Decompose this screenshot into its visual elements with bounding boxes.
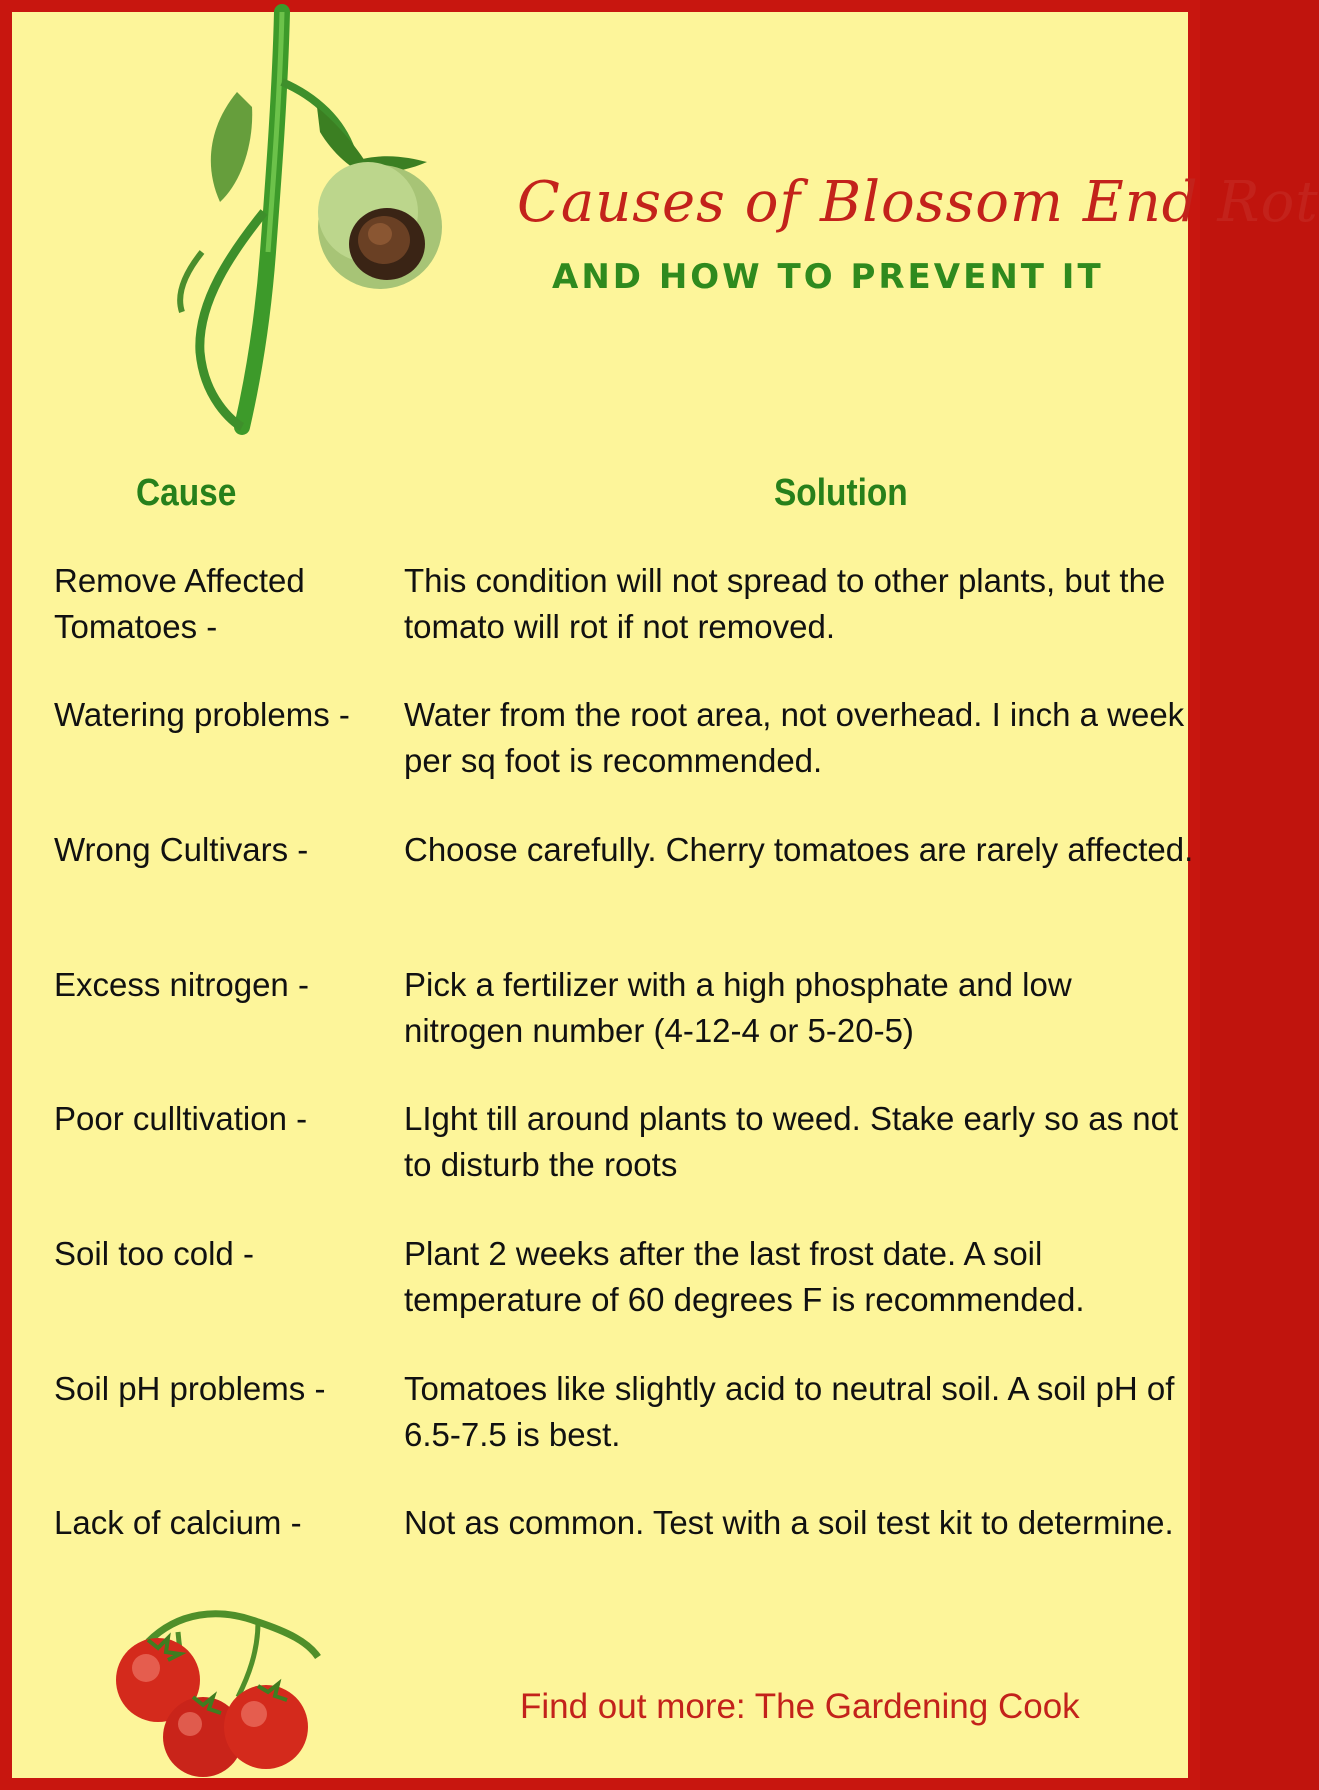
find-out-more-link[interactable]: Find out more: The Gardening Cook	[520, 1687, 1080, 1726]
cause-cell: Soil pH problems -	[54, 1370, 326, 1407]
solution-cell: Not as common. Test with a soil test kit to determine.	[404, 1504, 1174, 1541]
cause-cell: Excess nitrogen -	[54, 966, 309, 1003]
poster-subtitle: AND HOW TO PREVENT IT	[552, 257, 1104, 297]
solution-cell: Plant 2 weeks after the last frost date. A soil temperature of 60 degrees F is recommended.	[404, 1235, 1085, 1318]
cause-cell: Poor culltivation -	[54, 1100, 308, 1137]
solution-cell: LIght till around plants to weed. Stake early so as not to disturb the roots	[404, 1100, 1179, 1183]
tomato-plant-illustration	[142, 12, 472, 432]
solution-cell: Tomatoes like slightly acid to neutral soil. A soil pH of 6.5-7.5 is best.	[404, 1370, 1175, 1453]
solution-cell: Water from the root area, not overhead. I inch a week per sq foot is recommended.	[404, 696, 1185, 779]
cause-column-heading: Cause	[136, 472, 237, 514]
solution-column-heading: Solution	[774, 472, 908, 514]
cause-cell: Soil too cold -	[54, 1235, 254, 1272]
cause-cell: Lack of calcium -	[54, 1504, 302, 1541]
cause-cell: Watering problems -	[54, 696, 350, 733]
solution-cell: Choose carefully. Cherry tomatoes are rarely affected.	[404, 831, 1194, 868]
cherry-tomatoes-illustration	[108, 1602, 338, 1782]
poster-title: Causes of Blossom End Rot	[517, 170, 1319, 235]
solution-cell: Pick a fertilizer with a high phosphate and low nitrogen number (4-12-4 or 5-20-5)	[404, 966, 1072, 1049]
cause-cell: Remove Affected Tomatoes -	[54, 562, 305, 645]
solution-cell: This condition will not spread to other plants, but the tomato will rot if not removed.	[404, 562, 1166, 645]
cause-cell: Wrong Cultivars -	[54, 831, 309, 868]
